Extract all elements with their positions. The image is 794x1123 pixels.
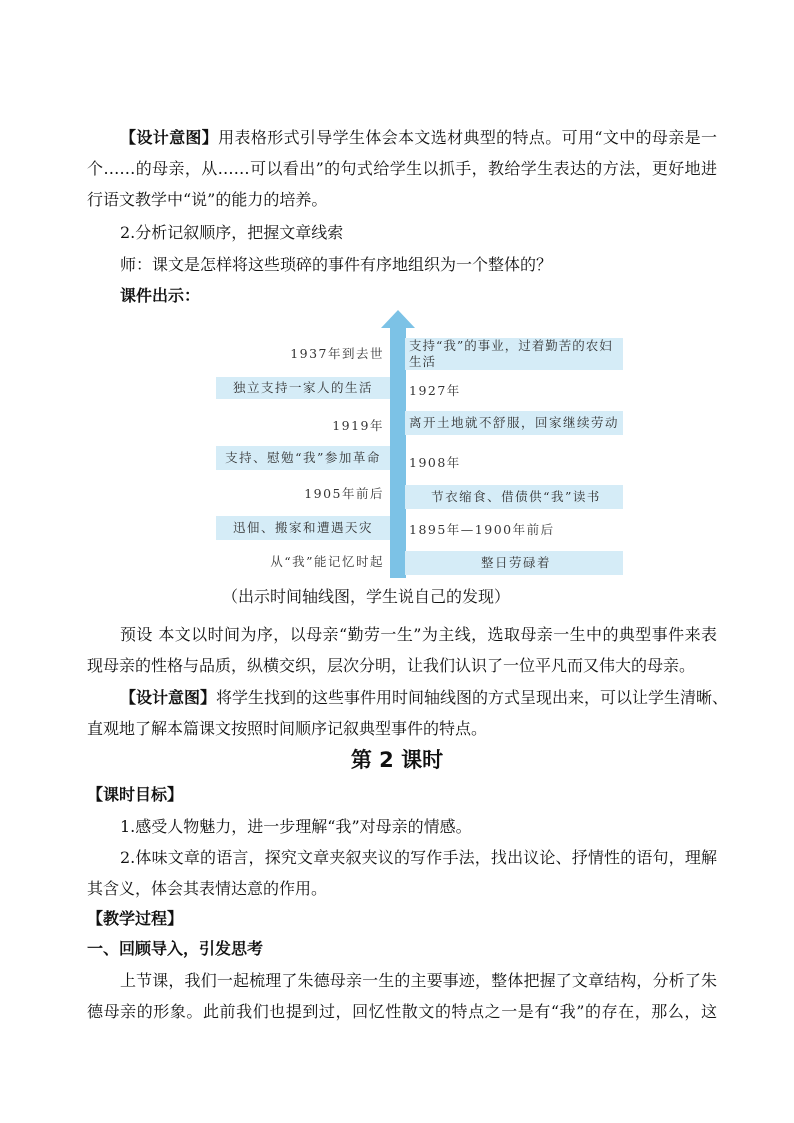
goal-item: 1.感受人物魅力，进一步理解“我”对母亲的情感。 bbox=[120, 817, 472, 836]
step-heading: 2.分析记叙顺序，把握文章线索 bbox=[120, 223, 344, 242]
text-line: 直观地了解本篇课文按照时间顺序记叙典型事件的特点。 bbox=[87, 719, 488, 738]
timeline-left-label: 1937年到去世 bbox=[290, 346, 384, 361]
timeline-left-label: 1905年前后 bbox=[304, 486, 384, 501]
timeline-right-label: 1908年 bbox=[409, 455, 461, 470]
timeline-left-label: 独立支持一家人的生活 bbox=[216, 377, 390, 399]
timeline-axis bbox=[390, 326, 406, 578]
timeline-right-label: 支持“我”的事业，过着勤苦的农妇生活 bbox=[405, 338, 623, 370]
section-heading: 一、回顾导入，引发思考 bbox=[87, 939, 264, 958]
text-line: 个……的母亲，从……可以看出”的句式给学生以抓手，教给学生表达的方法，更好地进 bbox=[87, 159, 717, 178]
text-line: 上节课，我们一起梳理了朱德母亲一生的主要事迹，整体把握了文章结构，分析了朱 bbox=[120, 971, 717, 990]
text-line: 其含义，体会其表情达意的作用。 bbox=[87, 879, 328, 898]
design-intent-para-1 bbox=[120, 128, 717, 148]
text-line: 预设 本文以时间为序，以母亲“勤劳一生”为主线，选取母亲一生中的典型事件来表 bbox=[120, 625, 717, 644]
timeline-left-label: 1919年 bbox=[332, 418, 384, 433]
lesson-title: 第 2 课时 bbox=[350, 748, 444, 772]
text-line: 行语文教学中“说”的能力的培养。 bbox=[87, 190, 328, 209]
process-heading: 【教学过程】 bbox=[87, 909, 184, 928]
goal-item: 2.体味文章的语言，探究文章夹叙夹议的写作手法，找出议论、抒情性的语句，理解 bbox=[120, 848, 717, 867]
design-intent-tag: 【设计意图】 bbox=[120, 688, 217, 707]
timeline-right-label: 节衣缩食、借债供“我”读书 bbox=[405, 485, 623, 509]
timeline-left-label: 支持、慰勉“我”参加革命 bbox=[216, 446, 390, 470]
text-line: 德母亲的形象。此前我们也提到过，回忆性散文的特点之一是有“我”的存在，那么，这 bbox=[87, 1002, 717, 1021]
figure-caption: （出示时间轴线图，学生说自己的发现） bbox=[222, 587, 511, 606]
design-intent-tag: 【设计意图】 bbox=[120, 128, 219, 147]
teacher-question: 师：课文是怎样将这些琐碎的事件有序地组织为一个整体的？ bbox=[120, 255, 553, 274]
design-intent-text: 用表格形式引导学生体会本文选材典型的特点。可用“文中的母亲是一 bbox=[218, 128, 717, 147]
timeline-left-label: 迅佃、搬家和遭遇天灾 bbox=[216, 516, 390, 540]
design-intent-para-2 bbox=[120, 688, 729, 708]
timeline-right-label: 整日劳碌着 bbox=[405, 551, 623, 575]
text-line: 现母亲的性格与品质，纵横交织，层次分明，让我们认识了一位平凡而又伟大的母亲。 bbox=[87, 656, 696, 675]
courseware-label: 课件出示： bbox=[120, 286, 201, 305]
timeline-right-label: 1895年—1900年前后 bbox=[409, 522, 555, 537]
timeline-left-label: 从“我”能记忆时起 bbox=[270, 554, 384, 569]
timeline-right-label: 1927年 bbox=[409, 383, 461, 398]
design-intent-text: 将学生找到的这些事件用时间轴线图的方式呈现出来，可以让学生清晰、 bbox=[216, 688, 729, 707]
goals-heading: 【课时目标】 bbox=[87, 785, 184, 804]
timeline-right-label: 离开土地就不舒服，回家继续劳动 bbox=[405, 411, 623, 435]
